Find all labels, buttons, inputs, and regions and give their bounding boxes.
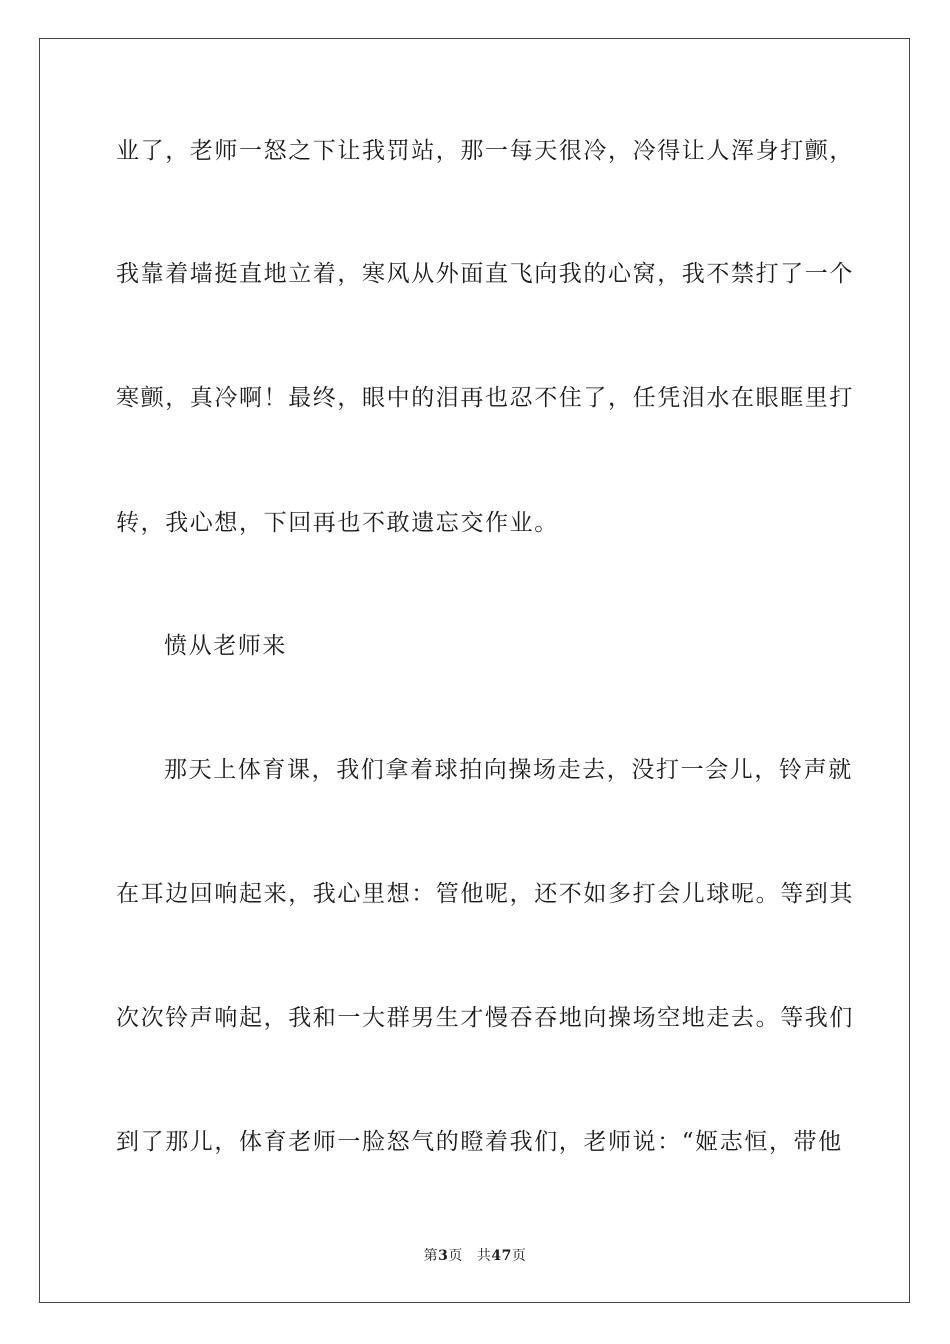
text-line-6: 那天上体育课，我们拿着球拍向操场走去，没打一会儿，铃声就 <box>164 757 853 783</box>
text-line-2: 我靠着墙挺直地立着，寒风从外面直飞向我的心窝，我不禁打了一个 <box>116 261 854 287</box>
footer-page-prefix: 第 <box>423 1248 439 1264</box>
text-line-4: 转，我心想，下回再也不敢遗忘交作业。 <box>116 510 559 536</box>
footer-total-prefix: 共 <box>476 1248 492 1264</box>
text-line-1: 业了，老师一怒之下让我罚站，那一每天很冷，冷得让人浑身打颤， <box>116 138 854 164</box>
footer-page-number: 3 <box>438 1248 449 1264</box>
text-line-9: 到了那儿，体育老师一脸怒气的瞪着我们，老师说：“姬志恒，带他 <box>116 1129 843 1155</box>
page-footer <box>0 1247 950 1265</box>
text-line-8: 次次铃声响起，我和一大群男生才慢吞吞地向操场空地走去。等我们 <box>116 1005 854 1031</box>
footer-page-suffix: 页 <box>448 1248 463 1264</box>
text-line-7: 在耳边回响起来，我心里想：管他呢，还不如多打会儿球呢。等到其 <box>116 881 854 907</box>
page-border <box>39 38 910 1303</box>
section-heading: 愤从老师来 <box>164 633 287 659</box>
footer-total-pages: 47 <box>491 1248 512 1264</box>
text-line-3: 寒颤，真冷啊！最终，眼中的泪再也忍不住了，任凭泪水在眼眶里打 <box>116 385 854 411</box>
footer-total-suffix: 页 <box>511 1248 527 1264</box>
